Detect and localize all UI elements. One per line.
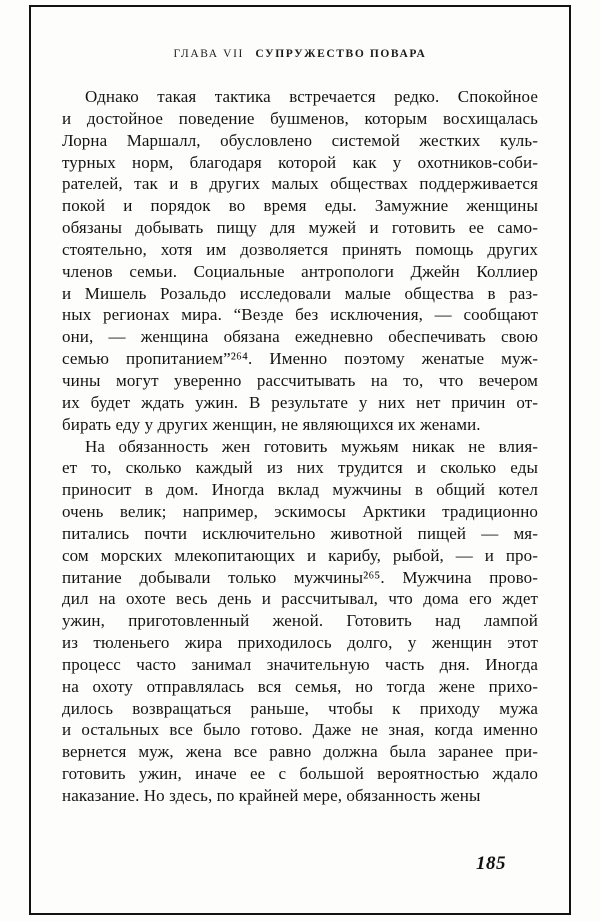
text-line: рателей, так и в других малых обществах поддерживается	[62, 174, 538, 194]
chapter-title: СУПРУЖЕСТВО ПОВАРА	[255, 48, 427, 60]
text-line: очень велик; например, эскимосы Арктики традиционно	[62, 502, 538, 522]
text-line: членов семьи. Социальные антропологи Джейн Коллиер	[62, 261, 538, 281]
text-line: покой и порядок во время еды. Замужние женщины	[62, 196, 538, 216]
text-line: Лорна Маршалл, обусловлено системой жестких куль-	[62, 130, 538, 150]
text-line: ных регионах мира. “Везде без исключения, — сообщают	[62, 305, 538, 325]
text-line: и Мишель Розальдо исследовали малые общества в раз-	[62, 283, 538, 303]
page-body	[62, 86, 538, 807]
text-line: чины могут уверенно рассчитывать на то, что вечером	[62, 370, 538, 390]
text-line: питание добывали только мужчины²⁶⁵. Мужчина прово-	[62, 567, 538, 587]
chapter-label: ГЛАВА VII	[173, 48, 244, 60]
paragraph	[62, 436, 538, 807]
text-line: бирать еду у других женщин, не являющихся их женами.	[62, 414, 481, 434]
paragraph	[62, 86, 538, 436]
text-line: дил на охоте весь день и рассчитывал, что дома его ждет	[62, 589, 538, 609]
text-line: процесс часто занимал значительную часть дня. Иногда	[62, 654, 538, 674]
text-line: На обязанность жен готовить мужьям никак не влия-	[85, 436, 538, 456]
text-line: наказание. Но здесь, по крайней мере, обязанность жены	[62, 786, 481, 805]
text-line: их будет ждать ужин. В результате у них нет причин от-	[62, 392, 538, 412]
text-line: обязаны добывать пищу для мужей и готовить ее само-	[62, 218, 538, 238]
text-line: и остальных все было готово. Даже не зная, когда именно	[62, 720, 538, 740]
text-line: на охоту отправлялась вся семья, но тогда жене прихо-	[62, 676, 538, 696]
text-line: турных норм, благодаря которой как у охотников-соби-	[62, 152, 538, 172]
page-number: 185	[476, 853, 506, 874]
text-line: они, — женщина обязана ежедневно обеспечивать свою	[62, 327, 538, 347]
text-line: сом морских млекопитающих и карибу, рыбой, — и про-	[62, 545, 538, 565]
text-line: семью пропитанием”²⁶⁴. Именно поэтому женатые муж-	[62, 349, 538, 369]
running-header	[0, 48, 600, 60]
text-line: ет то, сколько каждый из них трудится и сколько еды	[62, 458, 538, 478]
text-line: дилось возвращаться раньше, чтобы к приходу мужа	[62, 698, 538, 718]
text-line: готовить ужин, иначе ее с большой вероятностью ждало	[62, 764, 538, 784]
text-line: приносит в дом. Иногда вклад мужчины в общий котел	[62, 480, 538, 500]
text-line: и достойное поведение бушменов, которым восхищалась	[62, 108, 538, 128]
text-line: питались почти исключительно животной пищей — мя-	[62, 523, 538, 543]
text-line: ужин, приготовленный женой. Готовить над лампой	[62, 611, 538, 631]
text-line: из тюленьего жира приходилось долго, у женщин этот	[62, 633, 538, 653]
text-line: вернется муж, жена все равно должна была заранее при-	[62, 742, 538, 762]
text-line: Однако такая тактика встречается редко. Спокойное	[85, 87, 538, 106]
text-line: стоятельно, хотя им дозволяется принять помощь других	[62, 239, 538, 259]
